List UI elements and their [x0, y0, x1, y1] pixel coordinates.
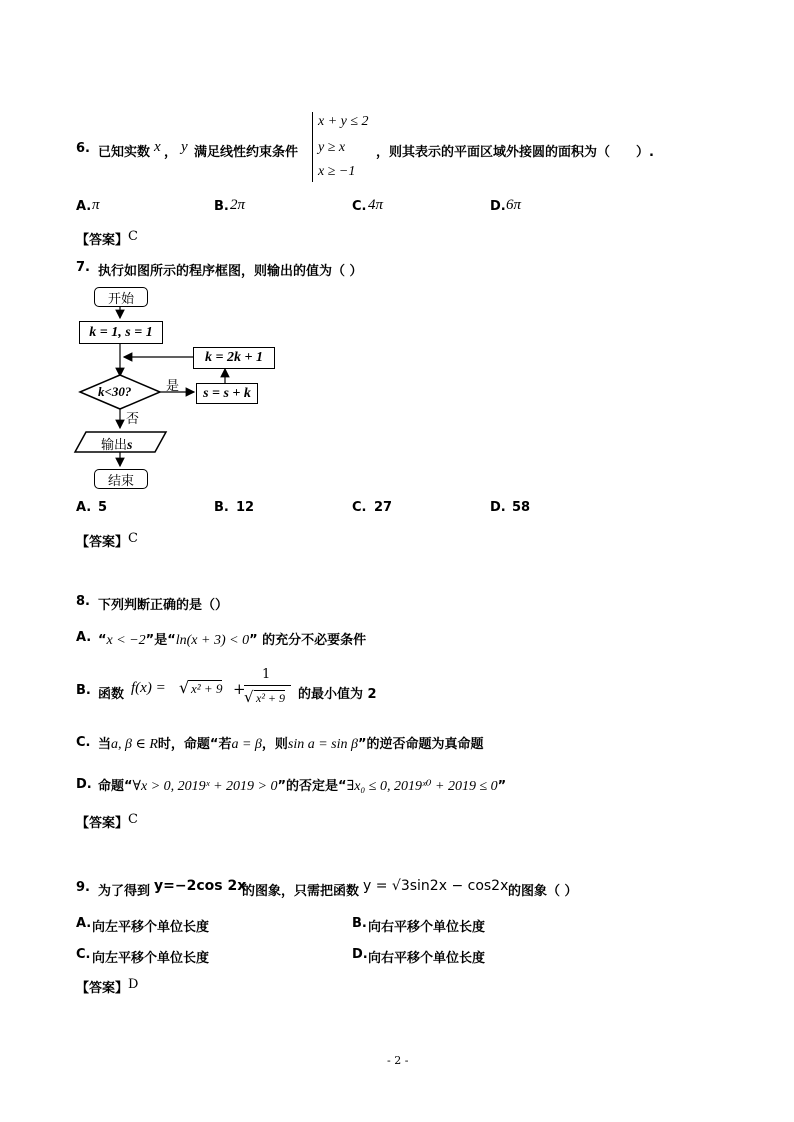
- option-d-label: D.: [76, 777, 92, 792]
- option-d-value: 6π: [506, 197, 522, 213]
- text-end: ”的逆否命题为真命题: [358, 737, 484, 752]
- option-d-text: [98, 775, 506, 795]
- math-expr: y = √3sin2x − cos2x: [363, 878, 509, 894]
- sqrt-term: x² + 9: [188, 680, 222, 697]
- option-d-label: D.: [490, 199, 506, 214]
- option-c-label: C.: [352, 500, 367, 515]
- math-expr: ∃x₀ ≤ 0, 2019ˣ⁰ + 2019 ≤ 0: [346, 779, 498, 794]
- math-expr: sin a = sin β: [287, 737, 358, 752]
- fraction-bar: [244, 685, 291, 686]
- text-mid: ，则: [261, 737, 288, 752]
- flow-init: [79, 321, 163, 344]
- option-a-value: π: [92, 197, 100, 213]
- question-stem: 满足线性约束条件: [194, 145, 299, 160]
- question-stem: 执行如图所示的程序框图，则输出的值为（ ）: [98, 264, 363, 279]
- question-stem: 的图象，只需把函数: [242, 884, 360, 899]
- var-y: y: [181, 139, 188, 155]
- flow-output-prefix: 输出: [101, 438, 128, 453]
- constraint-1: x + y ≤ 2: [318, 114, 369, 129]
- flow-init-label: k = 1, s = 1: [89, 324, 153, 340]
- math-expr: a = β: [231, 737, 262, 752]
- text-pre: 当: [98, 737, 112, 752]
- math-expr: y=−2cos 2x: [154, 878, 247, 894]
- option-a-label: A.: [76, 500, 92, 515]
- question-number: 6.: [76, 141, 90, 156]
- option-b-label: B.: [214, 199, 229, 214]
- flow-condition-label: k<30?: [98, 384, 132, 399]
- option-c-text: [98, 733, 484, 753]
- option-a-value: 向左平移个单位长度: [92, 920, 210, 935]
- question-stem: 的图象（ ）: [508, 884, 578, 899]
- constraint-2: y ≥ x: [318, 140, 346, 155]
- answer-value: C: [128, 531, 138, 546]
- answer-value: C: [128, 812, 138, 827]
- flow-sum-label: s = s + k: [203, 385, 251, 401]
- sqrt-sign: √: [179, 678, 190, 697]
- flow-no-label: 否: [126, 412, 140, 427]
- answer-label: 【答案】: [76, 233, 129, 248]
- constraint-3: x ≥ −1: [318, 164, 356, 179]
- flow-output-label: [101, 434, 132, 454]
- option-c-label: C.: [76, 735, 91, 750]
- option-a-value: 5: [98, 500, 108, 515]
- question-stem: ，则其表示的平面区域外接圆的面积为（ ）.: [376, 145, 654, 160]
- option-d-label: D.: [490, 500, 506, 515]
- question-stem: 已知实数: [98, 145, 151, 160]
- text-mid: 时，命题“若: [157, 737, 232, 752]
- option-b-value: 向右平移个单位长度: [368, 920, 486, 935]
- option-c-value: 27: [374, 500, 393, 515]
- option-a-label: A.: [76, 916, 92, 931]
- question-number: 8.: [76, 594, 90, 609]
- flow-end-label: 结束: [107, 473, 134, 489]
- option-b-value: 2π: [230, 197, 246, 213]
- function-name: f(x) =: [131, 680, 166, 696]
- option-d-value: 向右平移个单位长度: [368, 951, 486, 966]
- sqrt-sign: √: [244, 688, 254, 706]
- answer-label: 【答案】: [76, 535, 129, 550]
- question-number: 7.: [76, 260, 90, 275]
- flow-output-var: s: [127, 438, 133, 453]
- option-c-label: C.: [352, 199, 367, 214]
- quote-open: “: [98, 633, 107, 648]
- flow-sum: [196, 383, 258, 404]
- option-a-text: [98, 629, 366, 649]
- question-stem: 为了得到: [98, 884, 151, 899]
- option-c-label: C.: [76, 947, 91, 962]
- answer-value: D: [128, 977, 139, 992]
- answer-label: 【答案】: [76, 816, 129, 831]
- text-pre: 命题“: [98, 779, 133, 794]
- option-b-suffix: 的最小值为 2: [298, 687, 377, 702]
- var-x: x: [154, 139, 161, 155]
- flow-yes-label: 是: [166, 379, 180, 394]
- separator: ，: [164, 145, 178, 160]
- option-a-label: A.: [76, 630, 92, 645]
- page-number: - 2 -: [387, 1054, 409, 1067]
- question-number: 9.: [76, 880, 90, 895]
- fraction-denominator: x² + 9: [256, 691, 286, 705]
- question-stem: 下列判断正确的是（）: [98, 598, 229, 613]
- option-d-label: D.: [352, 947, 368, 962]
- math-expr: x < −2: [106, 633, 146, 648]
- flow-end: [94, 469, 148, 489]
- answer-label: 【答案】: [76, 981, 129, 996]
- flow-update: [193, 347, 275, 369]
- text-end: ” 的充分不必要条件: [249, 633, 367, 648]
- text-mid: ”的否定是“: [277, 779, 347, 794]
- option-b-label: B.: [76, 683, 91, 698]
- math-expr: ∀x > 0, 2019ˣ + 2019 > 0: [132, 779, 278, 794]
- answer-value: C: [128, 229, 138, 244]
- option-b-label: B.: [214, 500, 229, 515]
- option-b-label: B.: [352, 916, 367, 931]
- plus-sign: +: [233, 680, 246, 698]
- math-expr: a, β ∈ R: [111, 737, 158, 752]
- option-a-label: A.: [76, 199, 92, 214]
- option-c-value: 4π: [368, 197, 384, 213]
- option-d-value: 58: [512, 500, 531, 515]
- fraction-numerator: 1: [262, 667, 271, 682]
- flow-start: [94, 287, 148, 307]
- text-end: ”: [497, 779, 507, 794]
- option-b-prefix: 函数: [98, 687, 125, 702]
- option-b-value: 12: [236, 500, 255, 515]
- text-mid: ”是“: [145, 633, 176, 648]
- math-expr: ln(x + 3) < 0: [175, 633, 250, 648]
- flow-update-label: k = 2k + 1: [205, 350, 263, 365]
- flow-start-label: 开始: [107, 291, 134, 307]
- option-c-value: 向左平移个单位长度: [92, 951, 210, 966]
